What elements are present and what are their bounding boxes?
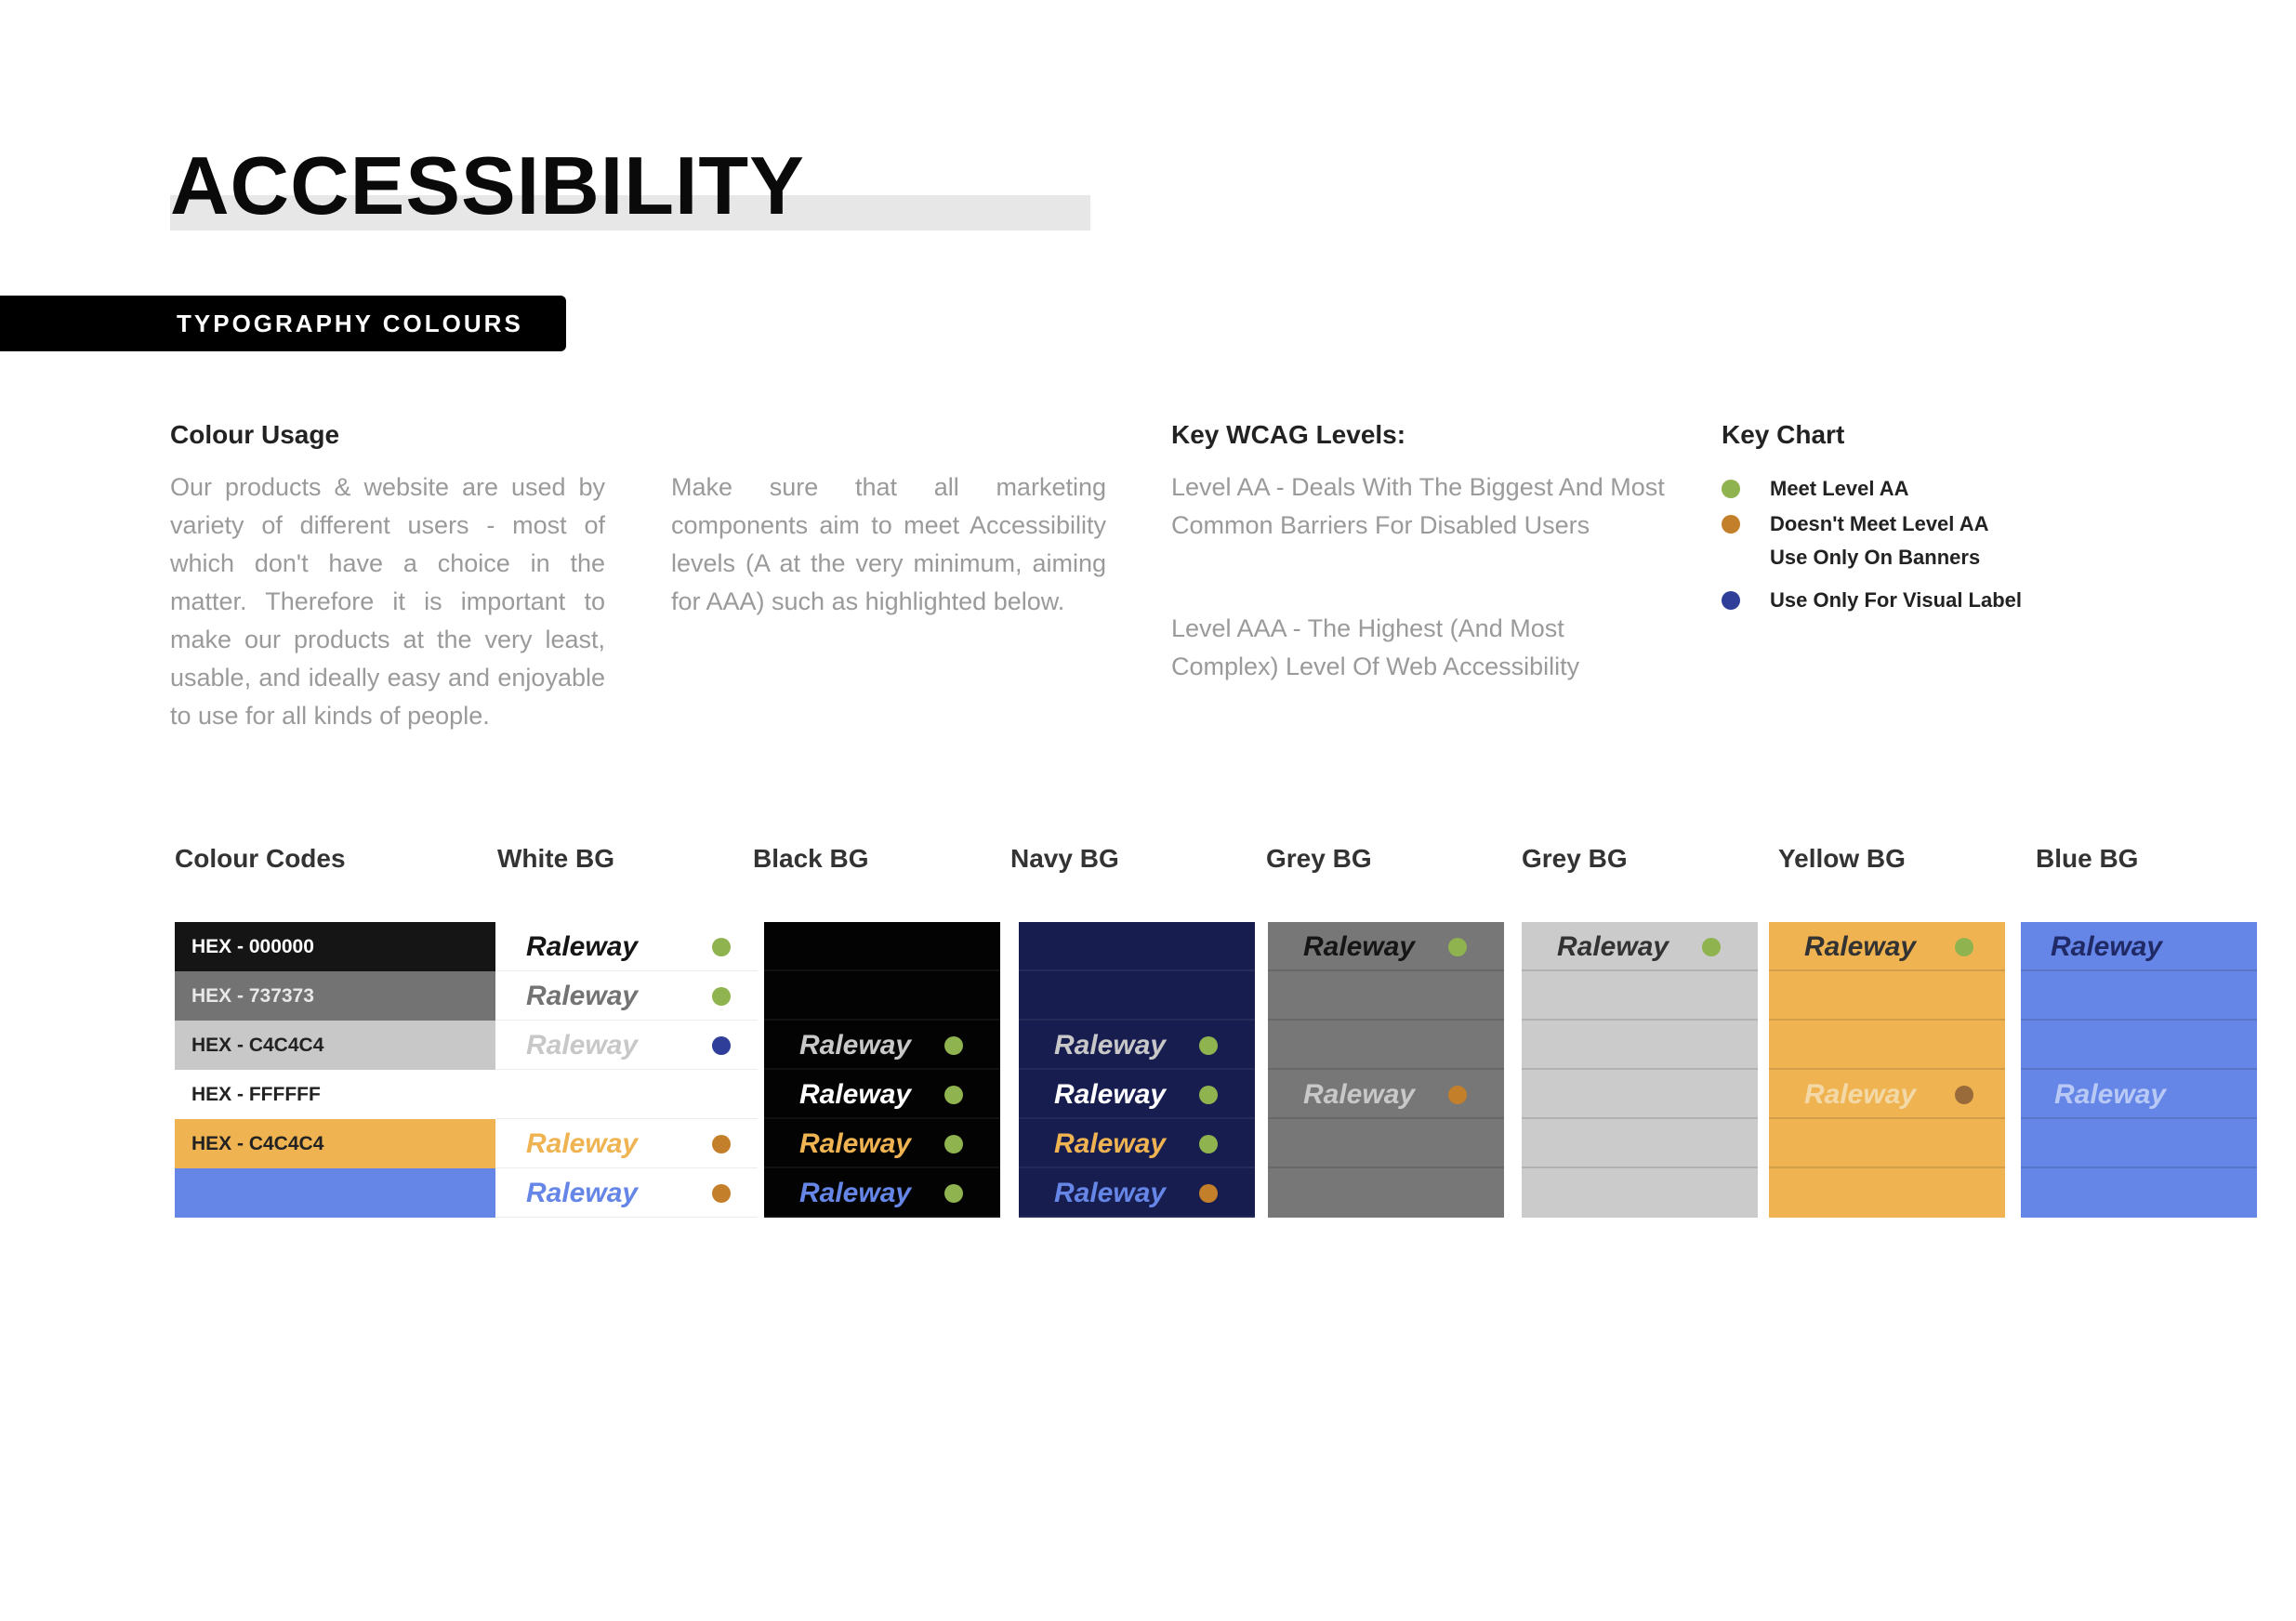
sample-text: Raleway bbox=[799, 1079, 912, 1110]
page-title: ACCESSIBILITY bbox=[170, 139, 805, 231]
green-dot-icon bbox=[712, 938, 731, 956]
key-item-label: Doesn't Meet Level AA bbox=[1770, 512, 1989, 535]
green-dot-icon bbox=[944, 1036, 963, 1055]
section-header-bar bbox=[0, 296, 566, 351]
grey-bg-row bbox=[1268, 971, 1504, 1021]
green-dot-icon bbox=[1448, 938, 1467, 956]
green-dot-icon bbox=[944, 1086, 963, 1104]
orange-dot-icon bbox=[1722, 515, 1740, 534]
blue-bg-row bbox=[2021, 922, 2257, 971]
green-dot-icon bbox=[1199, 1086, 1218, 1104]
sample-text: Raleway bbox=[526, 981, 639, 1011]
green-dot-icon bbox=[944, 1135, 963, 1153]
orange-dot-icon bbox=[1199, 1184, 1218, 1203]
yellow-bg-row bbox=[1769, 1168, 2005, 1218]
sample-text: Raleway bbox=[1303, 1079, 1416, 1110]
navy-dot-icon bbox=[1722, 591, 1740, 610]
orange-dot-icon bbox=[1448, 1086, 1467, 1104]
key-item-banners bbox=[1722, 541, 2112, 574]
black-bg-row bbox=[764, 971, 1000, 1021]
yellow-bg-column bbox=[1769, 922, 2005, 1218]
code-swatch-blue bbox=[175, 1168, 495, 1218]
yellow-bg-row bbox=[1769, 1119, 2005, 1168]
navy-bg-row bbox=[1019, 1119, 1255, 1168]
blue-bg-row bbox=[2021, 1168, 2257, 1218]
light-grey-bg-row bbox=[1522, 971, 1758, 1021]
key-item-label: Use Only On Banners bbox=[1770, 546, 1981, 569]
blue-bg-row bbox=[2021, 1021, 2257, 1070]
light-grey-bg-row bbox=[1522, 1021, 1758, 1070]
navy-bg-row bbox=[1019, 1168, 1255, 1218]
black-bg-row bbox=[764, 1021, 1000, 1070]
wcag-level-aaa: Level AAA - The Highest (And Most Complex) Level Of Web Accessibility bbox=[1171, 614, 1580, 680]
grey-bg-row bbox=[1268, 1021, 1504, 1070]
key-item-label: Use Only For Visual Label bbox=[1770, 588, 2023, 612]
light-grey-bg-row bbox=[1522, 922, 1758, 971]
light-grey-bg-row bbox=[1522, 1168, 1758, 1218]
colour-usage-paragraph-2: Make sure that all marketing components aim to meet Accessibility levels (A at the very minimum, aiming for AAA) such as highlighted below. bbox=[671, 473, 1106, 615]
code-swatch-ffffff: HEX - FFFFFF bbox=[175, 1070, 495, 1119]
key-item-label: Meet Level AA bbox=[1770, 477, 1909, 500]
grey-bg-row bbox=[1268, 1168, 1504, 1218]
yellow-bg-row bbox=[1769, 922, 2005, 971]
header-light-grey-bg: Grey BG bbox=[1522, 844, 1628, 873]
sample-text: Raleway bbox=[1804, 931, 1917, 962]
sample-text: Raleway bbox=[526, 1178, 639, 1208]
colour-code-column bbox=[175, 922, 495, 1218]
blue-bg-column bbox=[2021, 922, 2257, 1218]
yellow-bg-row bbox=[1769, 1021, 2005, 1070]
key-item-not-aa bbox=[1722, 507, 2112, 541]
grey-bg-row bbox=[1268, 1070, 1504, 1119]
grey-bg-column bbox=[1268, 922, 1504, 1218]
white-bg-row bbox=[496, 1021, 758, 1070]
navy-bg-row bbox=[1019, 1021, 1255, 1070]
sample-text: Raleway bbox=[1557, 931, 1669, 962]
green-dot-icon bbox=[1955, 938, 1973, 956]
header-colour-codes: Colour Codes bbox=[175, 844, 346, 873]
white-bg-row bbox=[496, 1168, 758, 1218]
orange-dot-icon bbox=[712, 1184, 731, 1203]
header-navy-bg: Navy BG bbox=[1010, 844, 1119, 873]
code-swatch-c4c4c4: HEX - C4C4C4 bbox=[175, 1021, 495, 1070]
navy-bg-row bbox=[1019, 971, 1255, 1021]
yellow-bg-row bbox=[1769, 1070, 2005, 1119]
blue-bg-row bbox=[2021, 971, 2257, 1021]
grey-bg-row bbox=[1268, 922, 1504, 971]
green-dot-icon bbox=[1702, 938, 1721, 956]
colour-usage-heading: Colour Usage bbox=[170, 420, 340, 449]
black-bg-row bbox=[764, 1168, 1000, 1218]
sample-text: Raleway bbox=[1804, 1079, 1917, 1110]
grey-bg-row bbox=[1268, 1119, 1504, 1168]
navy-dot-icon bbox=[712, 1036, 731, 1055]
black-bg-column bbox=[764, 922, 1000, 1218]
wcag-heading: Key WCAG Levels: bbox=[1171, 420, 1406, 449]
key-chart-heading: Key Chart bbox=[1722, 420, 1845, 449]
header-grey-bg: Grey BG bbox=[1266, 844, 1372, 873]
green-dot-icon bbox=[1199, 1135, 1218, 1153]
light-grey-bg-column bbox=[1522, 922, 1758, 1218]
black-bg-row bbox=[764, 922, 1000, 971]
sample-text: Raleway bbox=[1054, 1178, 1167, 1208]
header-yellow-bg: Yellow BG bbox=[1778, 844, 1906, 873]
white-bg-row bbox=[496, 971, 758, 1021]
code-swatch-000000: HEX - 000000 bbox=[175, 922, 495, 971]
sample-text: Raleway bbox=[1054, 1128, 1167, 1159]
white-bg-row bbox=[496, 922, 758, 971]
blue-bg-row bbox=[2021, 1119, 2257, 1168]
wcag-level-aa: Level AA - Deals With The Biggest And Most Common Barriers For Disabled Users bbox=[1171, 473, 1665, 539]
title-block bbox=[170, 139, 1090, 232]
sample-text: Raleway bbox=[526, 1030, 639, 1061]
navy-bg-row bbox=[1019, 1070, 1255, 1119]
sample-text: Raleway bbox=[526, 1128, 639, 1159]
sample-text: Raleway bbox=[799, 1178, 912, 1208]
sample-text: Raleway bbox=[799, 1128, 912, 1159]
key-item-meet-aa bbox=[1722, 472, 2112, 506]
green-dot-icon bbox=[1722, 480, 1740, 498]
sample-text: Raleway bbox=[1054, 1030, 1167, 1061]
key-item-visual-label bbox=[1722, 584, 2112, 617]
yellow-bg-row bbox=[1769, 971, 2005, 1021]
code-swatch-737373: HEX - 737373 bbox=[175, 971, 495, 1021]
sample-text: Raleway bbox=[526, 931, 639, 962]
sample-text: Raleway bbox=[2054, 1079, 2167, 1110]
header-blue-bg: Blue BG bbox=[2036, 844, 2139, 873]
orange-dot-icon bbox=[1955, 1086, 1973, 1104]
white-bg-row bbox=[496, 1119, 758, 1168]
sample-text: Raleway bbox=[2051, 931, 2163, 962]
sample-text: Raleway bbox=[1303, 931, 1416, 962]
colour-usage-paragraph-1: Our products & website are used by variety of different users - most of which don't have a choice in the matter. Therefore it is important to make our products at the very least, usable, and ideally easy and enjoyable to use for all kinds of people. bbox=[170, 473, 605, 730]
orange-dot-icon bbox=[712, 1135, 731, 1153]
green-dot-icon bbox=[712, 987, 731, 1006]
white-bg-row bbox=[496, 1070, 758, 1119]
black-bg-row bbox=[764, 1119, 1000, 1168]
header-black-bg: Black BG bbox=[753, 844, 869, 873]
sample-text: Raleway bbox=[1054, 1079, 1167, 1110]
green-dot-icon bbox=[1199, 1036, 1218, 1055]
section-label: TYPOGRAPHY COLOURS bbox=[177, 310, 523, 337]
sample-text: Raleway bbox=[799, 1030, 912, 1061]
header-white-bg: White BG bbox=[497, 844, 614, 873]
light-grey-bg-row bbox=[1522, 1119, 1758, 1168]
navy-bg-row bbox=[1019, 922, 1255, 971]
green-dot-icon bbox=[944, 1184, 963, 1203]
light-grey-bg-row bbox=[1522, 1070, 1758, 1119]
blue-bg-row bbox=[2021, 1070, 2257, 1119]
navy-bg-column bbox=[1019, 922, 1255, 1218]
black-bg-row bbox=[764, 1070, 1000, 1119]
code-swatch-yellow: HEX - C4C4C4 bbox=[175, 1119, 495, 1168]
white-bg-column bbox=[496, 922, 758, 1218]
